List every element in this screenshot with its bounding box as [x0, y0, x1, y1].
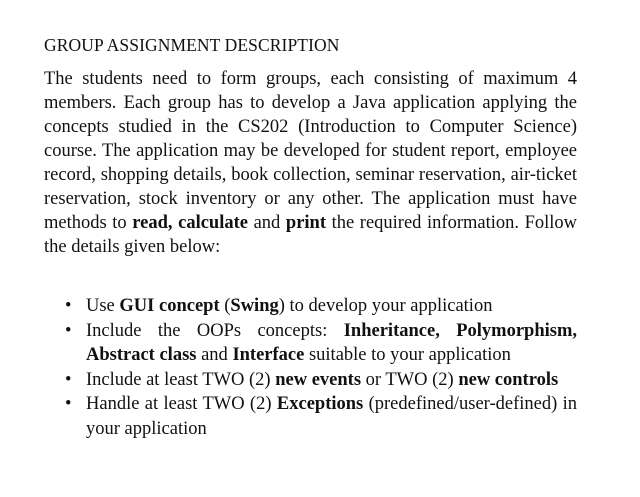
list-item-text: ( — [219, 296, 231, 316]
list-item-text: and — [196, 345, 233, 365]
list-item-text: Use — [86, 296, 120, 316]
list-item-bold: Exceptions — [276, 394, 364, 414]
list-item-text: Include at least TWO (2) — [86, 369, 276, 390]
list-item — [60, 392, 577, 441]
description-intro: The students need to form groups, each consisting of maximum 4 members. Each group has to develop a Java application applying the concepts studied in the CS202 (Introduction to Computer Science) course. The application may be developed for student report, employee record, shopping details, book collection, seminar reservation, air-ticket reservation, stock inventory or any other. The application must have methods to — [44, 69, 577, 233]
list-item-bold: GUI concept — [119, 296, 220, 316]
description-paragraph — [44, 67, 577, 259]
list-item-bold: new controls — [458, 369, 559, 390]
list-item — [60, 294, 577, 319]
description-and: and — [253, 213, 281, 233]
list-item — [60, 368, 577, 393]
description-outro: the required information. Follow the details given below: — [44, 213, 578, 257]
list-item-text: Include the OOPs concepts: — [86, 320, 344, 341]
description-bold-print: print — [285, 213, 326, 233]
list-item-bold: Swing — [230, 296, 279, 316]
list-item-bold: Inheritance, Polymorphism, Abstract class — [86, 320, 577, 365]
list-item-text: Handle at least TWO (2) — [86, 394, 277, 414]
list-item — [60, 319, 577, 368]
list-item-bold: Interface — [232, 345, 305, 365]
list-item-text: ) to develop your application — [278, 296, 493, 316]
bullet-icon: • — [65, 320, 72, 341]
bullet-icon: • — [65, 394, 72, 414]
bullet-icon: • — [65, 369, 72, 390]
list-item-text: (predefined/user-defined) in your application — [86, 394, 578, 439]
requirements-list — [60, 294, 577, 441]
list-item-bold: new events — [275, 369, 362, 390]
page-title: GROUP ASSIGNMENT DESCRIPTION — [44, 35, 340, 55]
bullet-icon: • — [65, 296, 72, 316]
list-item-text: suitable to your application — [304, 345, 511, 365]
list-item-text: or TWO (2) — [361, 369, 459, 390]
description-bold-read-calculate: read, calculate — [132, 213, 248, 233]
